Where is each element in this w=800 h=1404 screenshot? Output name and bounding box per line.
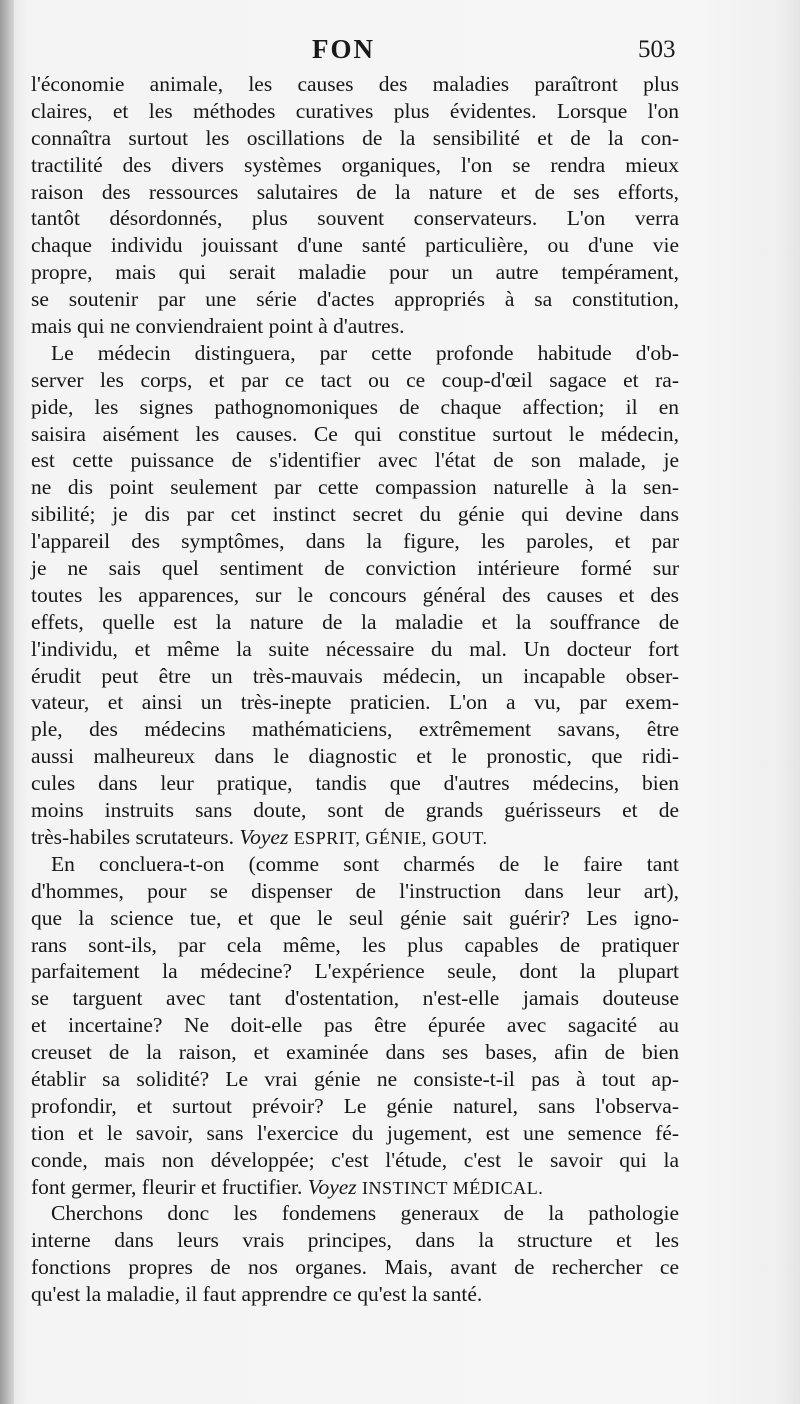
text-line xyxy=(31,689,679,716)
line-text: pide, les signes pathognomoniques de chaque affection; il en xyxy=(31,394,679,419)
line-text: se soutenir par une série d'actes appropriés à sa constitution, xyxy=(31,287,679,312)
line-text: connaîtra surtout les oscillations de la sensibilité et de la con- xyxy=(31,125,679,150)
line-text: tractilité des divers systèmes organiques, l'on se rendra mieux xyxy=(31,152,679,177)
text-line xyxy=(31,1147,679,1174)
text-line xyxy=(31,1281,679,1308)
line-text: En concluera-t-on (comme sont charmés de le faire tant xyxy=(51,851,679,876)
line-text: claires, et les méthodes curatives plus évidentes. Lorsque l'on xyxy=(31,98,679,123)
text-line xyxy=(31,1254,679,1281)
text-line xyxy=(31,1174,679,1201)
line-text: érudit peut être un très-mauvais médecin, un incapable obser- xyxy=(31,663,679,688)
text-line xyxy=(31,851,679,878)
line-text: est cette puissance de s'identifier avec l'état de son malade, je xyxy=(31,448,679,473)
line-text: propre, mais qui serait maladie pour un autre tempérament, xyxy=(31,260,679,285)
cross-reference-terms: ESPRIT, GÉNIE, GOUT. xyxy=(293,827,488,848)
line-text: je ne sais quel sentiment de conviction intérieure formé sur xyxy=(31,556,679,581)
text-line xyxy=(31,770,679,797)
text-line xyxy=(31,1200,679,1227)
text-line xyxy=(31,71,679,98)
text-line xyxy=(31,421,679,448)
text-line xyxy=(31,259,679,286)
text-line xyxy=(31,905,679,932)
line-text: effets, quelle est la nature de la maladie et la souffrance de xyxy=(31,609,679,634)
text-line xyxy=(31,1012,679,1039)
text-line xyxy=(31,1093,679,1120)
text-line xyxy=(31,1039,679,1066)
line-text: l'appareil des symptômes, dans la figure, les paroles, et par xyxy=(31,529,679,554)
page-header xyxy=(0,34,800,70)
line-text: et incertaine? Ne doit-elle pas être épurée avec sagacité au xyxy=(31,1013,679,1038)
text-line xyxy=(31,367,679,394)
text-line xyxy=(31,98,679,125)
text-line xyxy=(31,286,679,313)
line-text: profondir, et surtout prévoir? Le génie naturel, sans l'observa- xyxy=(31,1093,679,1118)
text-line xyxy=(31,1120,679,1147)
line-text: raison des ressources salutaires de la nature et de ses efforts, xyxy=(31,179,679,204)
text-line xyxy=(31,878,679,905)
cross-reference-word: Voyez xyxy=(239,824,289,849)
line-text: mais qui ne conviendraient point à d'autres. xyxy=(31,314,405,339)
text-line xyxy=(31,555,679,582)
text-line xyxy=(31,152,679,179)
page-number: 503 xyxy=(638,36,676,63)
line-text: toutes les apparences, sur le concours général des causes et des xyxy=(31,582,679,607)
line-text: vateur, et ainsi un très-inepte praticien. L'on a vu, par exem- xyxy=(31,690,679,715)
text-line xyxy=(31,528,679,555)
running-head: FON xyxy=(312,34,375,64)
line-text: conde, mais non développée; c'est l'étude, c'est le savoir qui la xyxy=(31,1147,679,1172)
line-text: server les corps, et par ce tact ou ce coup-d'œil sagace et ra- xyxy=(31,367,679,392)
line-text: qu'est la maladie, il faut apprendre ce qu'est la santé. xyxy=(31,1282,483,1307)
line-text: ple, des médecins mathématiciens, extrêmement savans, être xyxy=(31,717,679,742)
text-line xyxy=(31,232,679,259)
line-text: fonctions propres de nos organes. Mais, avant de rechercher ce xyxy=(31,1255,679,1280)
line-text: chaque individu jouissant d'une santé particulière, ou d'une vie xyxy=(31,233,679,258)
text-line xyxy=(31,179,679,206)
line-text: aussi malheureux dans le diagnostic et le pronostic, que ridi- xyxy=(31,744,679,769)
line-text: saisira aisément les causes. Ce qui constitue surtout le médecin, xyxy=(31,421,679,446)
body-text xyxy=(31,71,679,1308)
line-text: se targuent avec tant d'ostentation, n'est-elle jamais douteuse xyxy=(31,986,679,1011)
line-text: Le médecin distinguera, par cette profonde habitude d'ob- xyxy=(51,340,679,365)
text-line xyxy=(31,501,679,528)
line-text: tion et le savoir, sans l'exercice du jugement, est une semence fé- xyxy=(31,1120,679,1145)
text-line xyxy=(31,205,679,232)
line-text: font germer, fleurir et fructifier. xyxy=(31,1174,303,1199)
line-text: creuset de la raison, et examinée dans ses bases, afin de bien xyxy=(31,1040,679,1065)
line-text: cules dans leur pratique, tandis que d'autres médecins, bien xyxy=(31,771,679,796)
text-line xyxy=(31,958,679,985)
text-line xyxy=(31,394,679,421)
line-text: très-habiles scrutateurs. xyxy=(31,824,234,849)
text-line xyxy=(31,313,679,340)
line-text: rans sont-ils, par cela même, les plus capables de pratiquer xyxy=(31,932,679,957)
text-line xyxy=(31,1066,679,1093)
text-line xyxy=(31,743,679,770)
text-line xyxy=(31,985,679,1012)
text-line xyxy=(31,636,679,663)
text-line xyxy=(31,582,679,609)
line-text: établir sa solidité? Le vrai génie ne consiste-t-il pas à tout ap- xyxy=(31,1066,679,1091)
text-line xyxy=(31,340,679,367)
text-line xyxy=(31,932,679,959)
text-line xyxy=(31,609,679,636)
line-text: sibilité; je dis par cet instinct secret du génie qui devine dans xyxy=(31,502,679,527)
line-text: l'individu, et même la suite nécessaire du mal. Un docteur fort xyxy=(31,636,679,661)
line-text: tantôt désordonnés, plus souvent conservateurs. L'on verra xyxy=(31,206,679,231)
line-text: que la science tue, et que le seul génie sait guérir? Les igno- xyxy=(31,905,679,930)
cross-reference-terms: INSTINCT MÉDICAL. xyxy=(362,1177,544,1198)
text-line xyxy=(31,447,679,474)
cross-reference-word: Voyez xyxy=(307,1174,357,1199)
text-line xyxy=(31,663,679,690)
text-line xyxy=(31,125,679,152)
line-text: interne dans leurs vrais principes, dans la structure et les xyxy=(31,1228,679,1253)
line-text: moins instruits sans doute, sont de grands guérisseurs et de xyxy=(31,798,679,823)
text-line xyxy=(31,824,679,851)
line-text: Cherchons donc les fondemens generaux de la pathologie xyxy=(51,1201,679,1226)
text-line xyxy=(31,797,679,824)
line-text: d'hommes, pour se dispenser de l'instruction dans leur art), xyxy=(31,878,679,903)
line-text: ne dis point seulement par cette compassion naturelle à la sen- xyxy=(31,475,679,500)
line-text: parfaitement la médecine? L'expérience seule, dont la plupart xyxy=(31,959,679,984)
line-text: l'économie animale, les causes des maladies paraîtront plus xyxy=(31,72,679,96)
page-gutter-shadow xyxy=(0,0,14,1404)
text-line xyxy=(31,1227,679,1254)
text-line xyxy=(31,716,679,743)
text-line xyxy=(31,474,679,501)
